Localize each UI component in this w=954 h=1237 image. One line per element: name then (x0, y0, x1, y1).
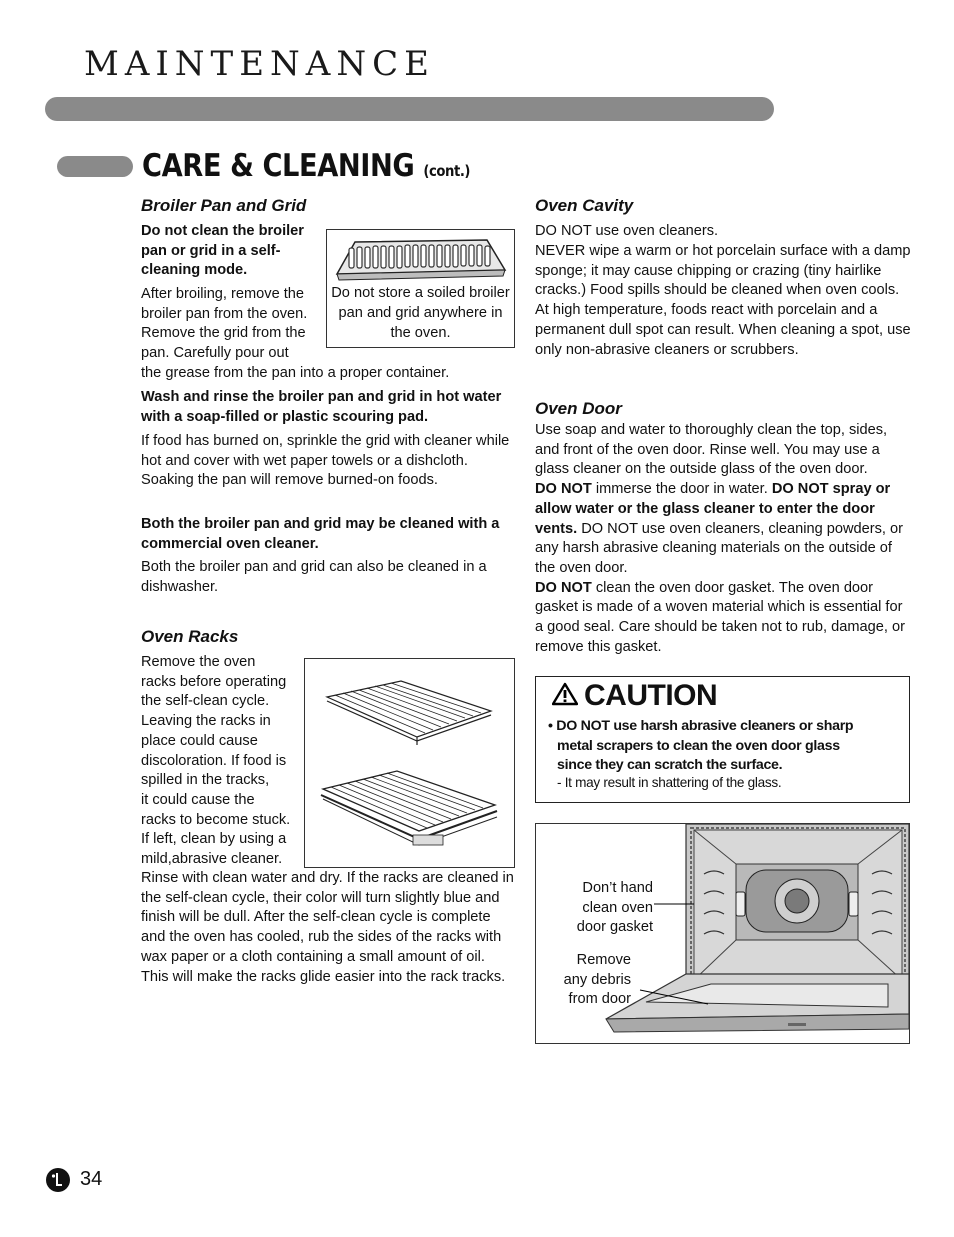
page-number: 34 (80, 1168, 103, 1190)
lg-logo-icon (45, 1167, 71, 1193)
broiler-para2: If food has burned on, sprinkle the grid with cleaner while hot and cover with wet paper towels or a dishcloth. Soaking the pan will remove burned-on foods. (141, 433, 510, 489)
door-heading: Oven Door (535, 399, 622, 418)
gasket-label-line: door gasket (576, 919, 653, 936)
broiler-para1-line: Remove the grid from the (141, 325, 306, 342)
section-title-cont: (cont.) (423, 162, 470, 180)
caution-box (535, 676, 910, 803)
cavity-line1: DO NOT use oven cleaners. (535, 223, 719, 239)
caution-line: metal scrapers to clean the oven door glass (557, 737, 840, 754)
debris-label-line: Remove (576, 952, 631, 968)
broiler-bold3: Both the broiler pan and grid may be cleaned with a commercial oven cleaner. (141, 516, 500, 552)
broiler-figure-caption: Do not store a soiled broiler pan and grid anywhere in the oven. (331, 285, 510, 341)
caution-text (548, 717, 899, 776)
racks-para-line: racks to become stuck. (141, 811, 291, 828)
door-para (535, 421, 913, 657)
caution-subtext: - It may result in shattering of the glass. (557, 775, 782, 790)
cavity-para: NEVER wipe a warm or hot porcelain surface with a damp sponge; it may cause chipping or crazing (tiny hairlike cracks.) Food spills should be cleaned when oven cools. At high temperature, foods react with porcelain and a permanent dull spot can result. When cleaning a spot, use only non-abrasive cleaners or scrubbers. (535, 243, 911, 358)
broiler-para1-tail: the grease from the pan into a proper container. (141, 365, 450, 381)
caution-title-text: CAUTION (584, 679, 718, 712)
door-text-2: DO NOT use oven cleaners, cleaning powders, or any harsh abrasive cleaning materials on the outside of the oven door. (535, 520, 904, 576)
racks-para-line: spilled in the tracks, (141, 772, 270, 789)
racks-para-line: Remove the oven (141, 654, 256, 670)
warning-triangle-icon (552, 680, 578, 714)
caution-line: • DO NOT use harsh abrasive cleaners or sharp (548, 718, 854, 734)
broiler-para1-line: After broiling, remove the (141, 286, 305, 302)
caution-line: since they can scratch the surface. (557, 757, 783, 774)
door-text-1: immerse the door in water. (591, 481, 772, 498)
racks-para-line: it could cause the (141, 791, 255, 808)
racks-para-line: If left, clean by using a (141, 831, 287, 848)
section-pill (57, 156, 133, 177)
section-title-text: CARE & CLEANING (142, 148, 415, 184)
oven-interior-image (536, 824, 909, 1043)
door-text-3: clean the oven door gasket. The oven door gasket is made of a woven material which is essential for a good seal. Care should be taken not to rub, damage, or remove this gasket. (535, 579, 905, 655)
door-do-not-2: DO NOT spray or allow water or the glass cleaner to enter the door vents. (535, 481, 891, 537)
door-para1: Use soap and water to thoroughly clean the top, sides, and front of the oven door. Rinse well. You may use a glass cleaner on the outside glass of the oven door. (535, 422, 888, 478)
racks-para-line: the self-clean cycle. (141, 693, 270, 710)
oven-racks-figure (304, 658, 515, 868)
debris-label-line: any debris (563, 971, 631, 988)
gasket-label-line: Don’t hand (582, 880, 653, 896)
racks-para-line: discoloration. If food is (141, 752, 287, 769)
gasket-label-line: clean oven (582, 899, 653, 916)
header-bar (45, 97, 774, 121)
racks-para (141, 653, 306, 870)
broiler-warning (141, 222, 321, 281)
door-do-not-1: DO NOT (535, 481, 592, 498)
cavity-heading: Oven Cavity (535, 196, 634, 215)
caution-title (552, 679, 717, 714)
racks-para-line: mild,abrasive cleaner. (141, 851, 283, 868)
racks-para-line: place could cause (141, 732, 258, 749)
broiler-warning-line: pan or grid in a self- (141, 242, 281, 259)
broiler-para1-line: pan. Carefully pour out (141, 345, 289, 362)
door-do-not-3: DO NOT (535, 579, 592, 596)
broiler-para1-line: broiler pan from the oven. (141, 305, 308, 322)
broiler-para3: Both the broiler pan and grid can also be cleaned in a dishwasher. (141, 559, 487, 595)
broiler-bold2: Wash and rinse the broiler pan and grid in hot water with a soap-filled or plastic scouring pad. (141, 389, 502, 425)
section-title (142, 148, 470, 184)
broiler-warning-line: Do not clean the broiler (141, 223, 304, 239)
broiler-pan-figure (326, 229, 515, 348)
header-title: MAINTENANCE (84, 44, 435, 84)
racks-heading: Oven Racks (141, 627, 239, 646)
broiler-para1 (141, 285, 326, 364)
oven-rack-image (305, 659, 514, 867)
debris-label-line: from door (568, 991, 631, 1008)
broiler-grid-image (327, 230, 514, 285)
broiler-warning-line: cleaning mode. (141, 262, 248, 279)
racks-para-line: racks before operating (141, 673, 287, 690)
oven-door-figure (535, 823, 910, 1044)
racks-para-line: Leaving the racks in (141, 713, 271, 730)
racks-para-tail: Rinse with clean water and dry. If the racks are cleaned in the self-clean cycle, their color will turn slightly blue and finish will be dull. After the self-clean cycle is complete and the oven has cooled, rub the sides of the racks with wax paper or a cloth containing a small amount of oil. This will make the racks glide easier into the rack tracks. (141, 870, 514, 985)
broiler-heading: Broiler Pan and Grid (141, 196, 307, 215)
